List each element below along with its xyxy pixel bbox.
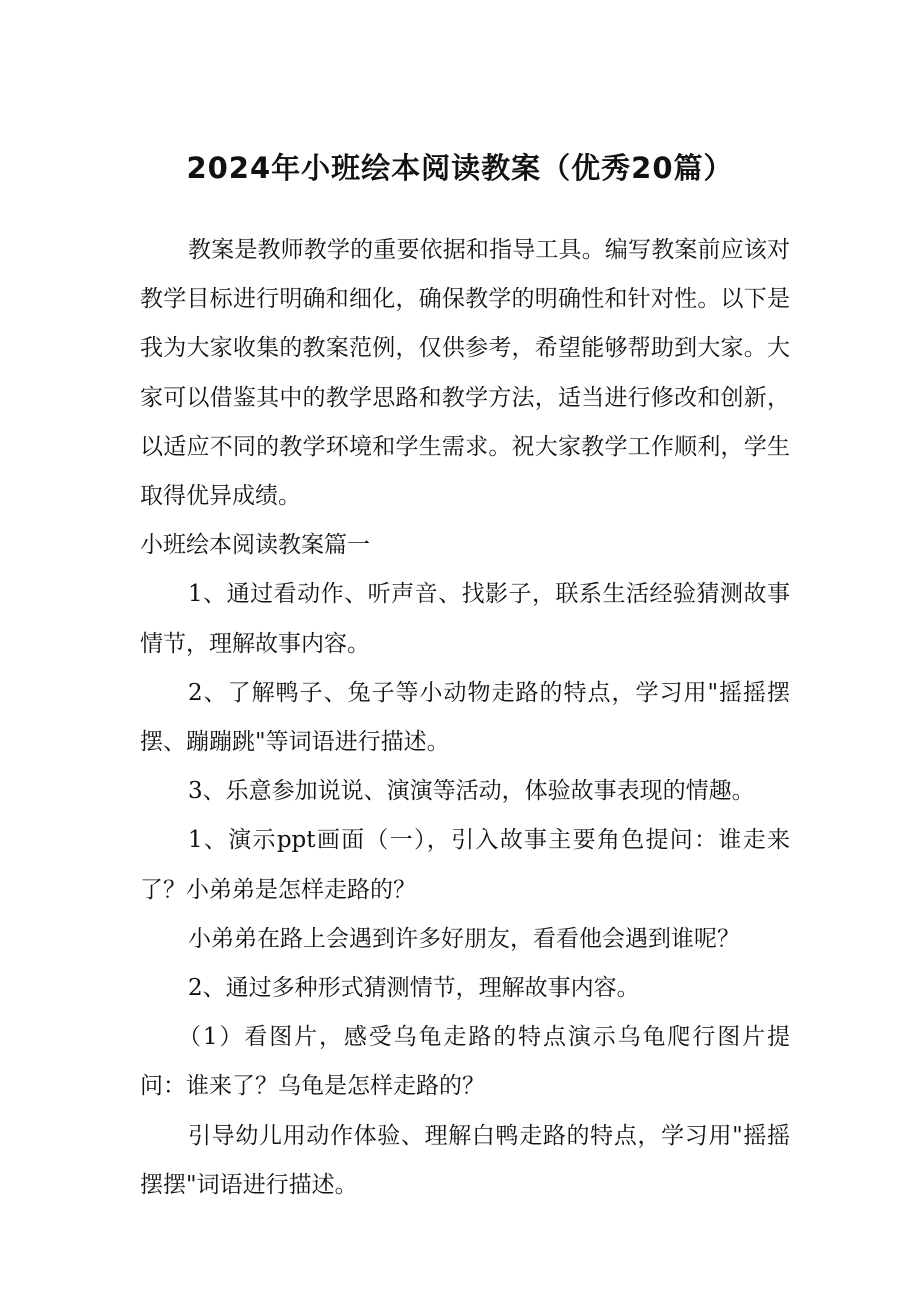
section-heading: 小班绘本阅读教案篇一	[140, 532, 370, 559]
process-paragraph-4: （1）看图片，感受乌龟走路的特点演示乌龟爬行图片提问：谁来了？乌龟是怎样走路的？	[140, 1024, 790, 1100]
objective-paragraph-1: 1、通过看动作、听声音、找影子，联系生活经验猜测故事情节，理解故事内容。	[140, 581, 790, 657]
process-paragraph-1: 1、演示ppt画面（一），引入故事主要角色提问：谁走来了？小弟弟是怎样走路的？	[140, 827, 790, 903]
objective-paragraph-2: 2、了解鸭子、兔子等小动物走路的特点，学习用"摇摇摆摆、蹦蹦跳"等词语进行描述。	[140, 679, 790, 756]
process-paragraph-3: 2、通过多种形式猜测情节，理解故事内容。	[188, 975, 640, 1002]
intro-paragraph: 教案是教师教学的重要依据和指导工具。编写教案前应该对教学目标进行明确和细化，确保教学的明确性和针对性。以下是我为大家收集的教案范例，仅供参考，希望能够帮助到大家。大家可以借鉴其中的教学思路和教学方法，适当进行修改和创新，以适应不同的教学环境和学生需求。祝大家教学工作顺利，学生取得优异成绩。	[140, 237, 790, 510]
process-paragraph-5: 引导幼儿用动作体验、理解白鸭走路的特点，学习用"摇摇摆摆"词语进行描述。	[140, 1122, 790, 1198]
objective-paragraph-3: 3、乐意参加说说、演演等活动，体验故事表现的情趣。	[188, 778, 755, 805]
document-title: 2024年小班绘本阅读教案（优秀20篇）	[186, 151, 734, 185]
process-paragraph-2: 小弟弟在路上会遇到许多好朋友，看看他会遇到谁呢？	[188, 925, 740, 952]
document-body	[140, 226, 790, 1210]
